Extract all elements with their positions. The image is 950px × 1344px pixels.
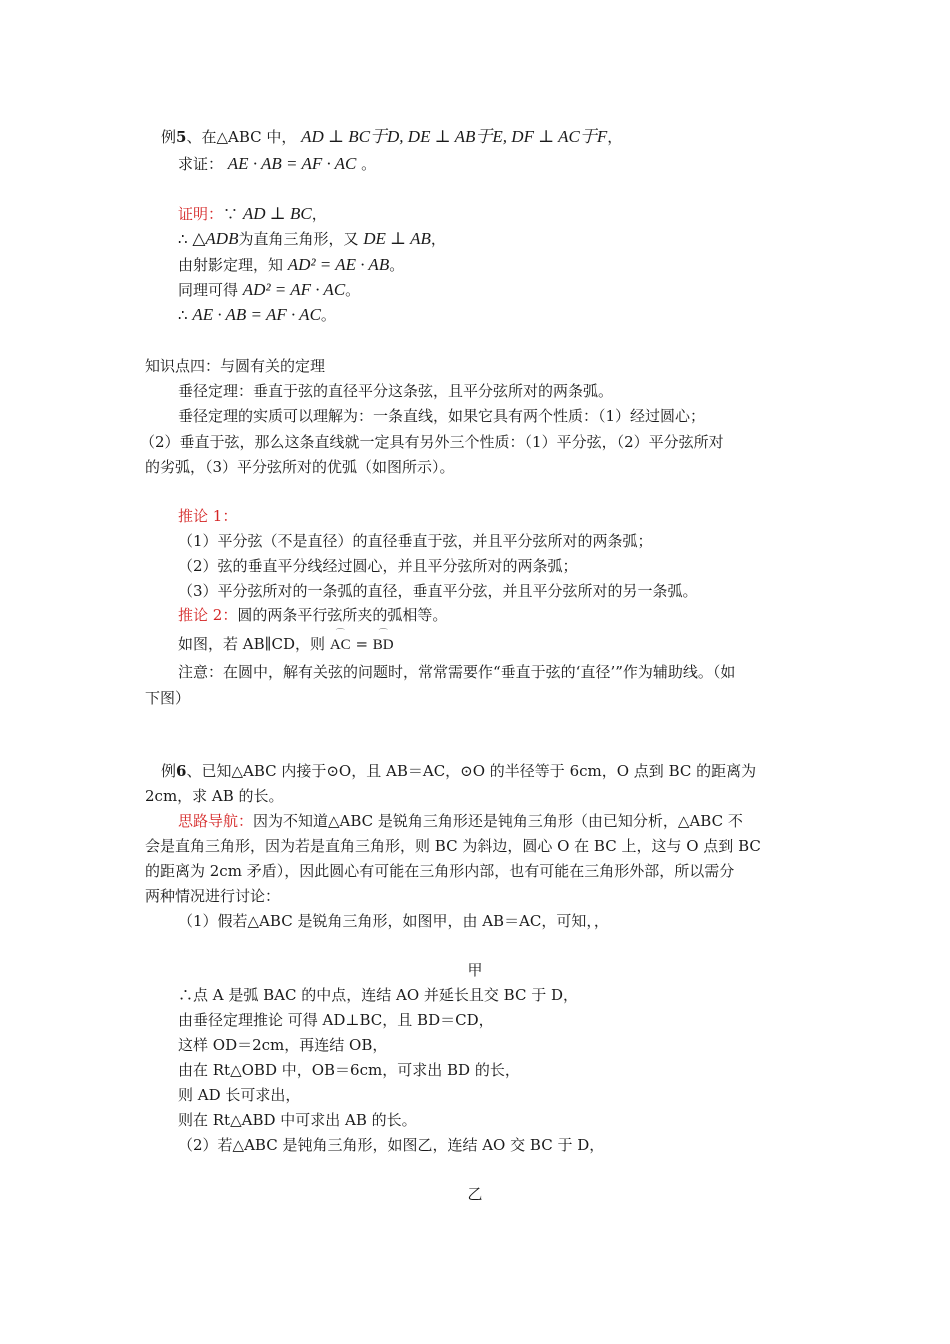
- ex5-heading-text: 、在△ABC 中，: [186, 128, 297, 146]
- corollary-1-a: （1）平分弦（不是直径）的直径垂直于弦，并且平分弦所对的两条弧；: [178, 532, 653, 550]
- proof-text-3: 由射影定理，知: [178, 256, 284, 274]
- solution-line-1: ∴点 A 是弧 BAC 的中点，连结 AO 并延长且交 BC 于 D，: [178, 986, 579, 1004]
- corollary-1-c: （3）平分弦所对的一条弧的直径，垂直平分弦，并且平分弦所对的另一条弧。: [178, 582, 698, 600]
- therefore-symbol: ∴: [178, 230, 188, 248]
- corollary-2-label: 推论 2: [178, 606, 223, 624]
- arc-ac: ⌒ AC: [330, 635, 351, 655]
- case-2: （2）若△ABC 是钝角三角形，如图乙，连结 AO 交 BC 于 D，: [178, 1136, 605, 1154]
- ex5-given-math: AD ⊥ BC于D, DE ⊥ AB于E, DF ⊥ AC于F: [301, 127, 608, 146]
- punct: 。: [361, 155, 377, 173]
- ex6-heading: [161, 761, 756, 781]
- punct: ：: [222, 507, 238, 525]
- punct: ：: [222, 606, 238, 624]
- kp4-title: 知识点四：与圆有关的定理: [145, 357, 326, 375]
- guide-line-1: [178, 811, 743, 831]
- guide-line-4: 两种情况进行讨论：: [145, 887, 281, 905]
- proof-line-1: [178, 204, 327, 224]
- solution-line-2: 由垂径定理推论 可得 AD⊥BC，且 BD＝CD，: [178, 1011, 494, 1029]
- proof-math-4: AD² = AF · AC: [242, 280, 346, 299]
- kp4-line-2: 垂径定理的实质可以理解为：一条直线，如果它具有两个性质：（1）经过圆心；: [178, 407, 706, 425]
- figure-jia-caption: 甲: [467, 961, 483, 979]
- proof-text-4: 同理可得: [178, 281, 239, 299]
- punct: 。: [320, 306, 336, 324]
- proof-line-3: [178, 255, 404, 275]
- guide-line-2: 会是直角三角形，因为若是直角三角形，则 BC 为斜边，圆心 O 在 BC 上，这与 O 点到 BC: [145, 837, 761, 855]
- proof-line-2: [178, 229, 446, 249]
- corollary-1-label: 推论 1: [178, 507, 223, 525]
- proof-text-2: 为直角三角形，又: [238, 230, 359, 248]
- because-symbol: ∵: [223, 205, 239, 223]
- proof-label: 证明：: [178, 205, 224, 223]
- proof-math-2b: DE ⊥ AB: [363, 229, 431, 248]
- guide-label: 思路导航：: [178, 812, 254, 830]
- note-line-1: 注意：在圆中，解有关弦的问题时，常常需要作“垂直于弦的‘直径’”作为辅助线。（如: [178, 663, 736, 681]
- solution-line-6: 则在 Rt△ABD 中可求出 AB 的长。: [178, 1111, 417, 1129]
- ex5-heading: [161, 127, 622, 147]
- kp4-line-4: 的劣弧，（3）平分弦所对的优弧（如图所示）。: [145, 458, 455, 476]
- solution-line-3: 这样 OD＝2cm，再连结 OB，: [178, 1036, 388, 1054]
- prove-label: 求证：: [178, 155, 224, 173]
- ex6-number: 6: [176, 762, 187, 780]
- punct: ，: [430, 230, 446, 248]
- kp4-line-3: （2）垂直于弦，那么这条直线就一定具有另外三个性质：（1）平分弦，（2）平分弦所对: [140, 433, 724, 451]
- corollary-1-b: （2）弦的垂直平分线经过圆心，并且平分弦所对的两条弧；: [178, 557, 578, 575]
- punct: 。: [389, 256, 405, 274]
- note-line-2: 下图）: [145, 689, 191, 707]
- case-1: （1）假若△ABC 是锐角三角形，如图甲，由 AB＝AC，可知，，: [178, 912, 609, 930]
- proof-math-1: AD ⊥ BC: [242, 204, 312, 223]
- ex5-label: 例: [161, 128, 177, 146]
- ex5-number: 5: [176, 128, 187, 146]
- ex6-label: 例: [161, 762, 177, 780]
- guide-text-1: 因为不知道△ABC 是锐角三角形还是钝角三角形（由已知分析，△ABC 不: [253, 812, 743, 830]
- corollary-2-text: 圆的两条平行弦所夹的弧相等。: [237, 606, 448, 624]
- kp4-line-1: 垂径定理：垂直于弦的直径平分这条弦，且平分弦所对的两条弧。: [178, 382, 614, 400]
- solution-line-5: 则 AD 长可求出，: [178, 1086, 301, 1104]
- proof-math-5: AE · AB = AF · AC: [192, 305, 321, 324]
- figure-yi-caption: 乙: [467, 1185, 483, 1203]
- proof-line-4: [178, 280, 360, 300]
- corollary-2: [178, 605, 447, 625]
- figure-line-text: 如图，若 AB∥CD，则: [178, 635, 326, 653]
- punct: 。: [345, 281, 361, 299]
- arc-bd: ⌒ BD: [373, 635, 394, 655]
- proof-math-2a: △ADB: [192, 229, 239, 248]
- ex6-heading-line-2: 2cm，求 AB 的长。: [145, 787, 284, 805]
- proof-line-5: [178, 305, 336, 325]
- ex5-prove-line: [178, 154, 376, 174]
- proof-math-3: AD² = AE · AB: [287, 255, 390, 274]
- prove-math: AE · AB = AF · AC: [227, 154, 357, 173]
- ex6-heading-text: 、已知△ABC 内接于⊙O，且 AB＝AC，⊙O 的半径等于 6cm，O 点到 BC 的距离为: [186, 762, 757, 780]
- guide-line-3: 的距离为 2cm 矛盾），因此圆心有可能在三角形内部，也有可能在三角形外部，所以需分: [145, 862, 735, 880]
- punct: ，: [311, 205, 327, 223]
- solution-line-4: 由在 Rt△OBD 中，OB＝6cm，可求出 BD 的长，: [178, 1061, 520, 1079]
- equals-sign: =: [350, 635, 373, 653]
- corollary-1-heading: [178, 506, 237, 526]
- corollary-2-figure-line: [178, 634, 394, 655]
- therefore-symbol: ∴: [178, 306, 188, 324]
- punct: ，: [607, 128, 623, 146]
